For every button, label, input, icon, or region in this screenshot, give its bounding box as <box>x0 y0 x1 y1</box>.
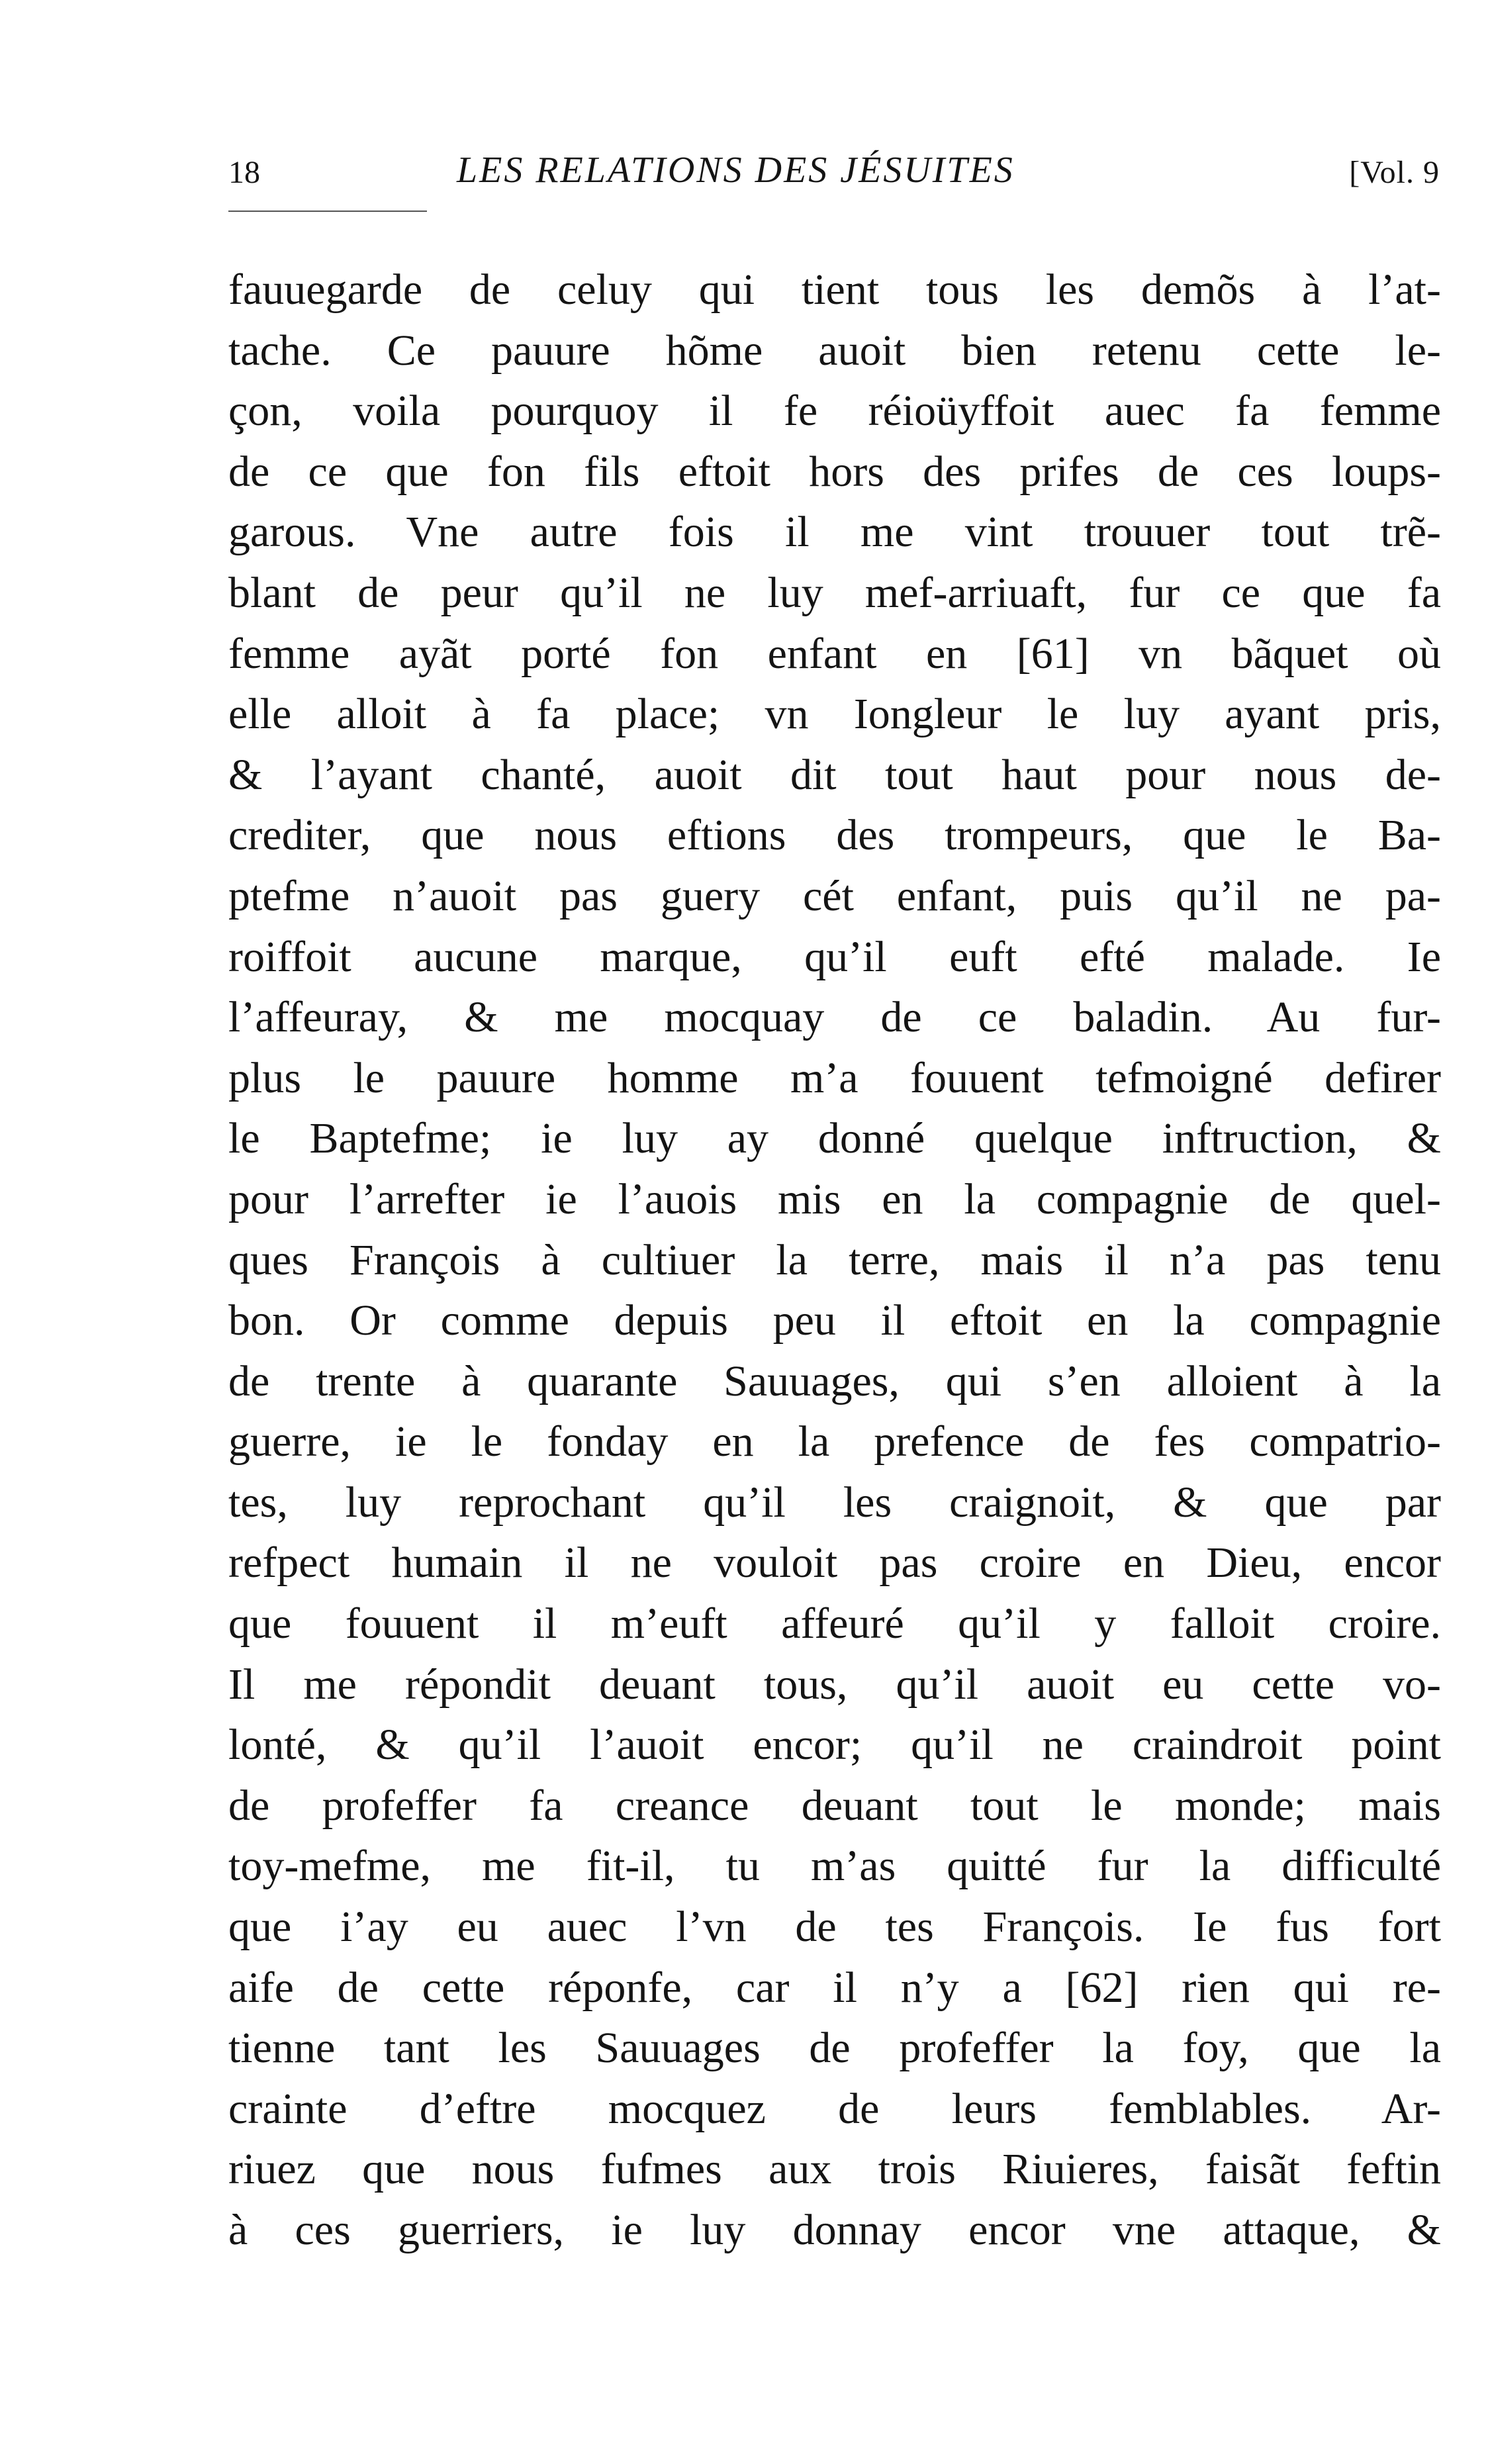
text-line: çon, voila pourquoy il fe réioüyffoit auec fa femme <box>228 387 1441 436</box>
text-line: l’affeuray, & me mocquay de ce baladin. Au fur- <box>228 993 1441 1042</box>
text-line: pour l’arrefter ie l’auois mis en la compagnie de quel- <box>228 1174 1441 1223</box>
text-line: roiffoit aucune marque, qu’il euft efté malade. Ie <box>228 932 1441 981</box>
text-line: que fouuent il m’euft affeuré qu’il y falloit croire. <box>228 1599 1441 1648</box>
text-line: ques François à cultiuer la terre, mais il n’a pas tenu <box>228 1235 1441 1284</box>
text-line: blant de peur qu’il ne luy mef-arriuaft, fur ce que fa <box>228 568 1441 617</box>
running-title: LES RELATIONS DES JÉSUITES <box>457 150 1015 191</box>
text-line: aife de cette réponfe, car il n’y a [62] rien qui re- <box>228 1963 1441 2012</box>
text-line: tienne tant les Sauuages de profeffer la foy, que la <box>228 2024 1441 2073</box>
text-line: ptefme n’auoit pas guery cét enfant, puis qu’il ne pa- <box>228 871 1441 920</box>
header-rule <box>228 211 427 212</box>
volume-label: [Vol. 9 <box>1349 155 1440 190</box>
text-line: femme ayãt porté fon enfant en [61] vn bãquet où <box>228 629 1441 678</box>
text-line: guerre, ie le fonday en la prefence de fes compatrio- <box>228 1417 1441 1466</box>
text-line: à ces guerriers, ie luy donnay encor vne attaque, & <box>228 2206 1441 2254</box>
text-line: que i’ay eu auec l’vn de tes François. Ie fus fort <box>228 1903 1441 1952</box>
text-line: refpect humain il ne vouloit pas croire en Dieu, encor <box>228 1539 1441 1587</box>
text-line: & l’ayant chanté, auoit dit tout haut pour nous de- <box>228 750 1441 799</box>
page-number: 18 <box>228 155 260 190</box>
body-text <box>228 260 1441 2261</box>
text-line: plus le pauure homme m’a fouuent tefmoigné defirer <box>228 1053 1441 1102</box>
text-line: de trente à quarante Sauuages, qui s’en alloient à la <box>228 1356 1441 1405</box>
text-line: de ce que fon fils eftoit hors des prifes de ces loups- <box>228 447 1441 496</box>
text-line: garous. Vne autre fois il me vint trouuer tout trẽ- <box>228 508 1441 557</box>
text-line: toy-mefme, me fit-il, tu m’as quitté fur la difficulté <box>228 1842 1441 1891</box>
text-line: fauuegarde de celuy qui tient tous les demõs à l’at- <box>228 265 1441 314</box>
text-line: crediter, que nous eftions des trompeurs, que le Ba- <box>228 811 1441 860</box>
text-line: crainte d’eftre mocquez de leurs femblables. Ar- <box>228 2084 1441 2133</box>
text-line: tes, luy reprochant qu’il les craignoit, & que par <box>228 1478 1441 1527</box>
text-line: riuez que nous fufmes aux trois Riuieres, faisãt feftin <box>228 2145 1441 2194</box>
text-line: bon. Or comme depuis peu il eftoit en la compagnie <box>228 1296 1441 1345</box>
text-line: le Baptefme; ie luy ay donné quelque inftruction, & <box>228 1114 1441 1163</box>
text-line: elle alloit à fa place; vn Iongleur le luy ayant pris, <box>228 690 1441 739</box>
running-head <box>228 149 1440 202</box>
text-line: tache. Ce pauure hõme auoit bien retenu cette le- <box>228 326 1441 375</box>
text-line: de profeffer fa creance deuant tout le monde; mais <box>228 1781 1441 1830</box>
text-line: lonté, & qu’il l’auoit encor; qu’il ne craindroit point <box>228 1721 1441 1770</box>
text-line: Il me répondit deuant tous, qu’il auoit eu cette vo- <box>228 1660 1441 1709</box>
